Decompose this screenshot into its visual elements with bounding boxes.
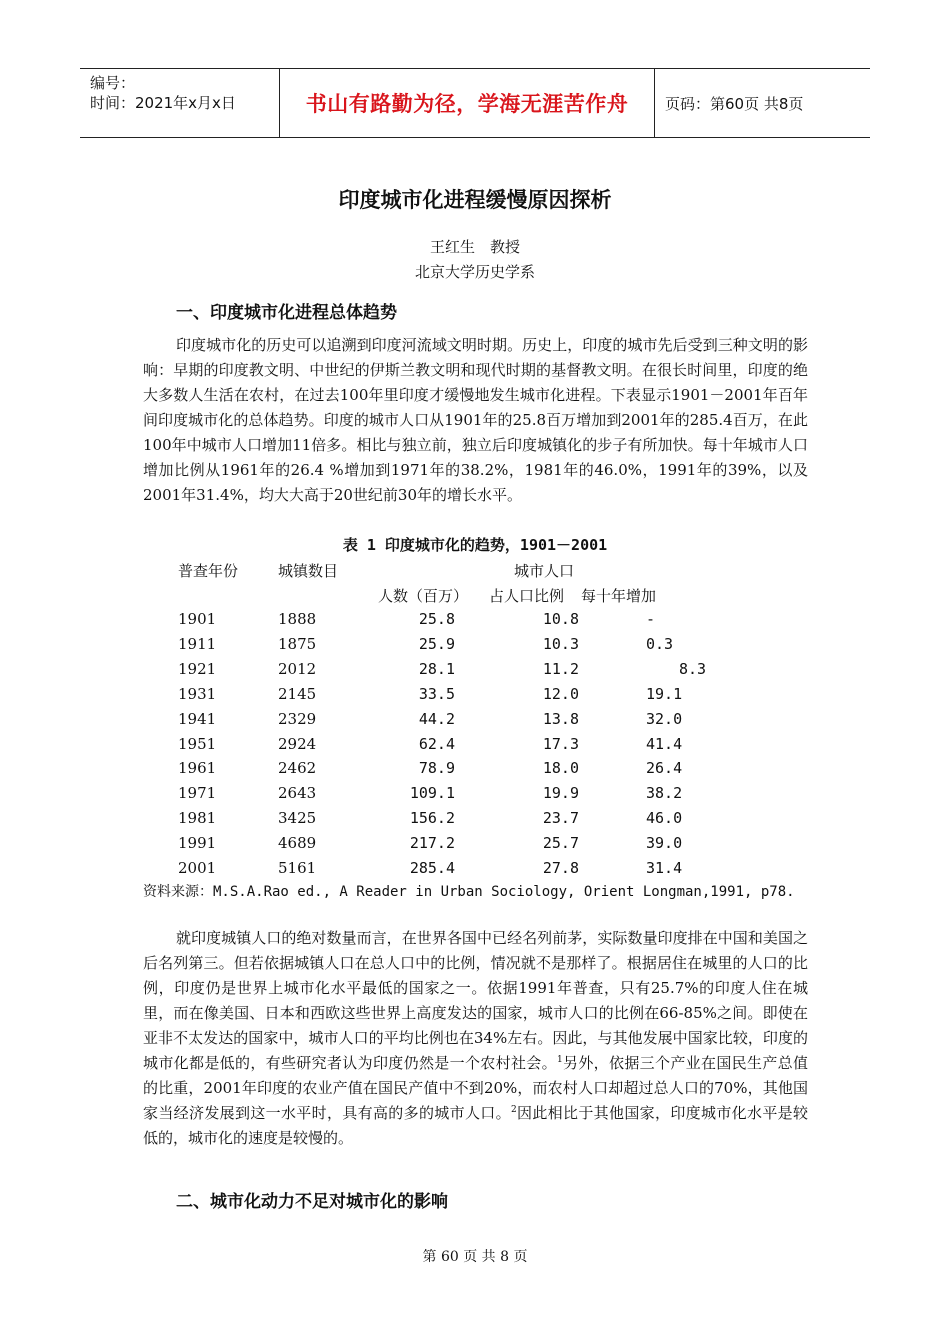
table-cell-growth: 31.4 xyxy=(646,859,683,877)
table-cell-share: 10.3 xyxy=(542,634,579,653)
table-cell-towns: 1875 xyxy=(278,634,317,653)
table-source-note: 资料来源：M.S.A.Rao ed., A Reader in Urban Sociology, Orient Longman,1991, p78. xyxy=(143,884,795,900)
table-caption: 表 1 印度城市化的趋势，1901－2001 xyxy=(342,536,608,554)
table-cell-count: 109.1 xyxy=(409,784,455,803)
table-cell-share: 27.8 xyxy=(542,859,579,877)
header-meta xyxy=(80,69,280,137)
paragraph-2 xyxy=(143,926,808,1151)
paragraph-2-part-2: 另外，依据三个产业在国民生产总值的比重，2001年印度的农业产值在国民产值中不到20%，而农村人口却超过总人口的70%，其他国家当经济发展到这一水平时，具有高的多的城市人口。 xyxy=(143,1054,808,1122)
table-cell-towns: 2462 xyxy=(278,759,317,778)
section-heading-1: 一、印度城市化进程总体趋势 xyxy=(176,303,397,323)
table-cell-share: 19.9 xyxy=(542,784,579,803)
section-heading-2: 二、城市化动力不足对城市化的影响 xyxy=(176,1192,448,1212)
article-title: 印度城市化进程缓慢原因探析 xyxy=(338,188,612,212)
table-cell-towns: 3425 xyxy=(278,809,317,828)
header-motto-box xyxy=(280,69,655,137)
table-cell-growth: 41.4 xyxy=(646,734,683,753)
table-cell-count: 44.2 xyxy=(418,709,455,728)
document-header xyxy=(80,68,870,138)
table-cell-growth: 46.0 xyxy=(646,809,683,828)
page-footer: 第 60 页 共 8 页 xyxy=(422,1249,528,1265)
table-cell-count: 62.4 xyxy=(418,734,455,753)
table-cell-year: 1991 xyxy=(178,834,217,853)
table-cell-towns: 1888 xyxy=(278,610,317,628)
table-cell-towns: 4689 xyxy=(278,834,317,853)
table-cell-year: 1981 xyxy=(178,809,217,828)
table-cell-year: 1971 xyxy=(178,784,217,803)
table-cell-growth: 0.3 xyxy=(646,634,674,653)
table-header-share: 占人口比例 xyxy=(489,587,565,605)
table-cell-towns: 2012 xyxy=(278,659,317,678)
table-header-growth: 每十年增加 xyxy=(581,587,657,605)
table-cell-count: 33.5 xyxy=(418,684,455,703)
table-cell-growth: 38.2 xyxy=(646,784,683,803)
table-cell-share: 11.2 xyxy=(542,659,579,678)
table-cell-growth: 32.0 xyxy=(646,709,683,728)
table-cell-towns: 2924 xyxy=(278,734,317,753)
table-cell-towns: 2329 xyxy=(278,709,317,728)
table-cell-growth: - xyxy=(646,610,656,628)
paragraph-2-part-3: 因此相比于其他国家，印度城市化水平是较低的，城市化的速度是较慢的。 xyxy=(143,1104,808,1147)
table-cell-share: 17.3 xyxy=(542,734,579,753)
table-cell-share: 10.8 xyxy=(542,610,579,628)
table-cell-towns: 2643 xyxy=(278,784,317,803)
table-cell-share: 25.7 xyxy=(542,834,579,853)
table-cell-share: 13.8 xyxy=(542,709,579,728)
header-motto: 书山有路勤为径，学海无涯苦作舟 xyxy=(305,92,629,116)
table-cell-growth: 19.1 xyxy=(646,684,683,703)
table-cell-share: 23.7 xyxy=(542,809,579,828)
table-cell-count: 217.2 xyxy=(409,834,455,853)
table-cell-towns: 5161 xyxy=(278,859,317,877)
table-cell-growth: 26.4 xyxy=(646,759,683,778)
table-cell-count: 28.1 xyxy=(418,659,455,678)
table-header-year: 普查年份 xyxy=(178,562,239,580)
table-cell-growth: 39.0 xyxy=(646,834,683,853)
footnote-marker-1[interactable]: 1 xyxy=(556,1055,563,1065)
header-page-info xyxy=(655,69,870,137)
table-cell-year: 1911 xyxy=(178,634,217,653)
table-cell-count: 25.8 xyxy=(418,610,455,628)
table-cell-share: 18.0 xyxy=(542,759,579,778)
table-cell-year: 1931 xyxy=(178,684,217,703)
table-cell-year: 1941 xyxy=(178,709,217,728)
table-cell-count: 78.9 xyxy=(418,759,455,778)
document-number-label: 编号： xyxy=(90,74,136,92)
paragraph-1: 印度城市化的历史可以追溯到印度河流域文明时期。历史上，印度的城市先后受到三种文明的影响：早期的印度教文明、中世纪的伊斯兰教文明和现代时期的基督教文明。在很长时间里，印度的绝大多数人生活在农村，在过去100年里印度才缓慢地发生城市化进程。下表显示1901－2001年百年间印度城市化的总体趋势。印度的城市人口从1901年的25.8百万增加到2001年的285.4百万，在此100年中城市人口增加11倍多。相比与独立前，独立后印度城镇化的步子有所加快。每十年城市人口增加比例从1961年的26.4 %增加到1971年的38.2%，1981年的46.0%，1991年的39%，以及2001年31.4%，均大大高于20世纪前30年的增长水平。 xyxy=(143,336,808,504)
table-cell-year: 1901 xyxy=(178,610,217,628)
table-cell-count: 285.4 xyxy=(409,859,455,877)
table-cell-year: 1951 xyxy=(178,734,217,753)
table-header-count: 人数（百万） xyxy=(378,587,469,605)
table-cell-towns: 2145 xyxy=(278,684,317,703)
table-cell-count: 156.2 xyxy=(409,809,455,828)
article-author: 王红生 教授 xyxy=(429,238,520,256)
table-cell-year: 1921 xyxy=(178,659,217,678)
table-cell-year: 2001 xyxy=(178,859,217,877)
footnote-marker-2[interactable]: 2 xyxy=(510,1105,517,1115)
table-cell-share: 12.0 xyxy=(542,684,579,703)
table-cell-year: 1961 xyxy=(178,759,217,778)
table-cell-count: 25.9 xyxy=(418,634,455,653)
header-page-label: 页码：第60页 共8页 xyxy=(665,94,804,113)
table-cell-growth: 8.3 xyxy=(679,659,707,678)
paragraph-2-part-1: 就印度城镇人口的绝对数量而言，在世界各国中已经名列前茅，实际数量印度排在中国和美国之后名列第三。但若依据城镇人口在总人口中的比例，情况就不是那样了。根据居住在城里的人口的比例，印度仍是世界上城市化水平最低的国家之一。依据1991年普查，只有25.7%的印度人住在城里，而在像美国、日本和西欧这些世界上高度发达的国家，城市人口的比例在66-85%之间。即使在亚非不太发达的国家中，城市人口的平均比例也在34%左右。因此，与其他发展中国家比较，印度的城市化都是低的，有些研究者认为印度仍然是一个农村社会。 xyxy=(143,929,808,1072)
table-header-urban-population: 城市人口 xyxy=(514,562,575,580)
article-affiliation: 北京大学历史学系 xyxy=(414,263,535,281)
table-header-towns: 城镇数目 xyxy=(278,562,339,580)
document-date-label: 时间：2021年x月x日 xyxy=(90,94,236,112)
